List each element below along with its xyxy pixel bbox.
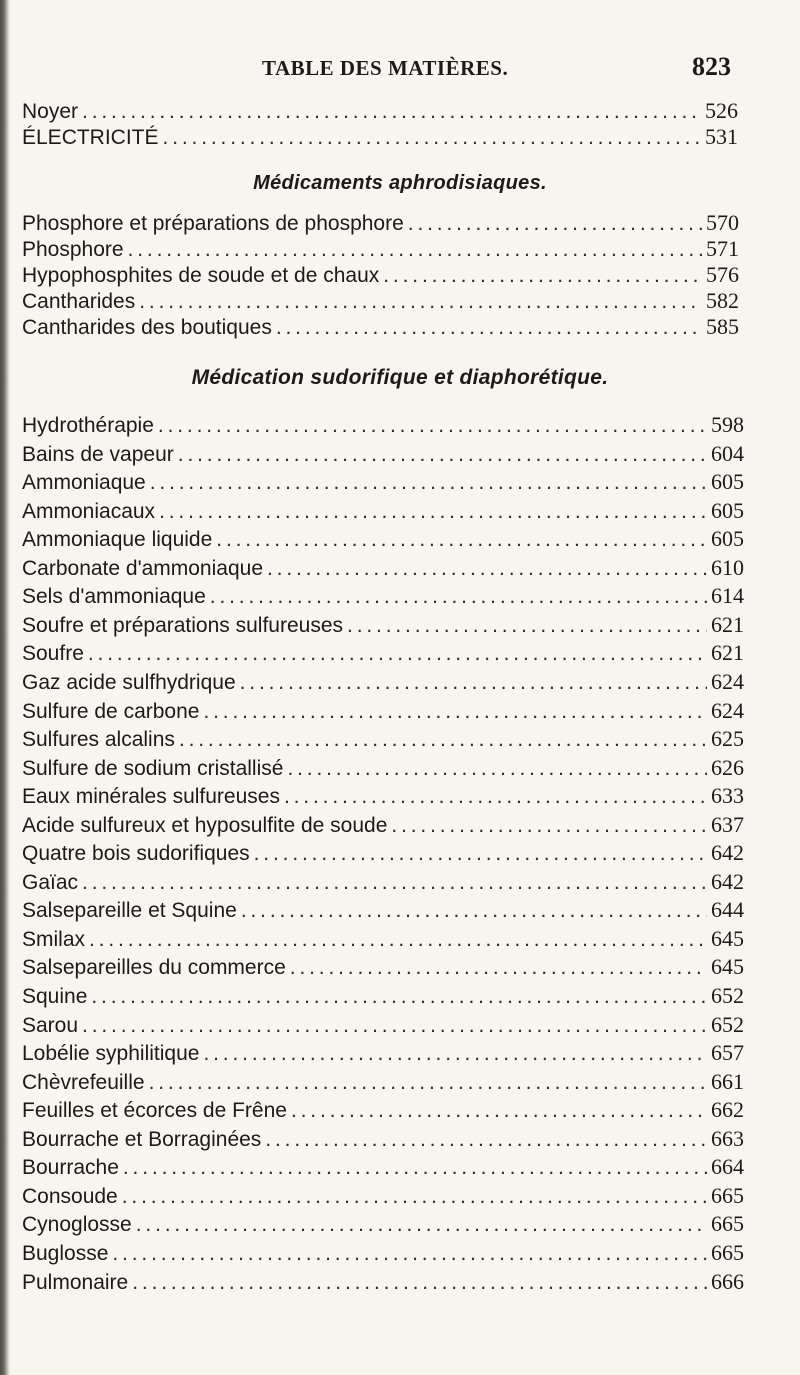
entry-page: 605: [711, 498, 744, 523]
leader-dots: [178, 443, 707, 467]
entry-label: Consoude: [22, 1185, 118, 1208]
entry-page: 605: [711, 526, 744, 551]
leader-dots: [291, 1099, 707, 1123]
toc-entry: [22, 612, 744, 638]
entry-page: 626: [711, 755, 744, 780]
entry-label: Bourrache: [22, 1156, 119, 1179]
toc-entry: [22, 812, 744, 838]
toc-entry: [22, 498, 744, 524]
entry-page: 652: [711, 1012, 744, 1037]
leader-dots: [347, 614, 707, 638]
toc-entry: [22, 983, 744, 1009]
leader-dots: [82, 100, 701, 124]
entry-page: 625: [711, 726, 744, 751]
entry-label: Salsepareilles du commerce: [22, 956, 286, 979]
entry-page: 614: [711, 583, 744, 608]
entry-page: 570: [706, 210, 739, 235]
toc-entry: [22, 236, 739, 262]
entry-label: Gaïac: [22, 871, 79, 894]
entry-page: 665: [711, 1240, 744, 1265]
entry-page: 585: [706, 314, 739, 339]
entry-page: 652: [711, 983, 744, 1008]
leader-dots: [149, 1071, 707, 1095]
entry-page: 531: [705, 124, 738, 149]
entry-page: 642: [711, 869, 744, 894]
entry-label: Quatre bois sudorifiques: [22, 842, 250, 865]
toc-entry: [22, 1012, 744, 1038]
entry-page: 664: [711, 1154, 744, 1179]
toc-entry: [22, 526, 744, 552]
entry-label: Soufre et préparations sulfureuses: [22, 614, 344, 637]
leader-dots: [82, 871, 707, 895]
entry-label: Ammoniaque: [22, 471, 146, 494]
entry-label: Noyer: [22, 100, 79, 123]
toc-entry: [22, 869, 744, 895]
entry-page: 621: [711, 640, 744, 665]
leader-dots: [112, 1242, 707, 1266]
entry-label: Chèvrefeuille: [22, 1071, 145, 1094]
leader-dots: [128, 238, 702, 262]
running-title: TABLE DES MATIÈRES.: [262, 56, 509, 80]
leader-dots: [241, 899, 707, 923]
leader-dots: [139, 290, 702, 314]
section-title: Médication sudorifique et diaphorétique.: [191, 366, 609, 389]
toc-entry: [22, 1154, 744, 1180]
leader-dots: [383, 264, 702, 288]
leader-dots: [132, 1271, 707, 1295]
toc-entry: [22, 897, 744, 923]
entry-page: 642: [711, 840, 744, 865]
toc-entry: [22, 555, 744, 581]
leader-dots: [150, 471, 707, 495]
toc-entry: [22, 640, 744, 666]
leader-dots: [179, 728, 707, 752]
entry-label: Buglosse: [22, 1242, 109, 1265]
entry-label: Soufre: [22, 642, 84, 665]
toc-entry: [22, 1240, 744, 1266]
entry-label: Sarou: [22, 1014, 79, 1037]
leader-dots: [391, 814, 707, 838]
entry-page: 637: [711, 812, 744, 837]
entry-label: Cantharides: [22, 290, 136, 313]
toc-entry: [22, 98, 738, 124]
leader-dots: [240, 671, 707, 695]
entry-page: 645: [711, 926, 744, 951]
leader-dots: [210, 585, 707, 609]
entry-page: 644: [711, 897, 744, 922]
entry-page: 661: [711, 1069, 744, 1094]
leader-dots: [267, 557, 707, 581]
entry-label: Salsepareille et Squine: [22, 899, 237, 922]
entry-label: Bains de vapeur: [22, 443, 174, 466]
entry-label: Acide sulfureux et hyposulfite de soude: [22, 814, 388, 837]
toc-entry: [22, 726, 744, 752]
entry-page: 621: [711, 612, 744, 637]
toc-entry: [22, 1183, 744, 1209]
entry-page: 666: [711, 1269, 744, 1294]
toc-entry: [22, 698, 744, 724]
leader-dots: [203, 1042, 707, 1066]
entry-page: 610: [711, 555, 744, 580]
entry-page: 605: [711, 469, 744, 494]
toc-entry: [22, 469, 744, 495]
toc-entry: [22, 1040, 744, 1066]
leader-dots: [88, 642, 707, 666]
toc-entry: [22, 1069, 744, 1095]
toc-entry: [22, 840, 744, 866]
leader-dots: [163, 126, 701, 150]
entry-label: Phosphore et préparations de phosphore: [22, 212, 404, 235]
leader-dots: [82, 1014, 707, 1038]
entry-page: 662: [711, 1097, 744, 1122]
page-header: [0, 52, 800, 86]
leader-dots: [254, 842, 707, 866]
entry-label: Cantharides des boutiques: [22, 316, 272, 339]
leader-dots: [158, 414, 707, 438]
entry-page: 576: [706, 262, 739, 287]
entry-page: 526: [705, 98, 738, 123]
entry-label: Ammoniaque liquide: [22, 528, 213, 551]
toc-entry: [22, 441, 744, 467]
entry-label: Cynoglosse: [22, 1213, 132, 1236]
toc-entry: [22, 926, 744, 952]
toc-entry: [22, 669, 744, 695]
entry-page: 571: [706, 236, 739, 261]
toc-entry: [22, 262, 739, 288]
leader-dots: [203, 700, 707, 724]
leader-dots: [216, 528, 707, 552]
entry-label: Bourrache et Borraginées: [22, 1128, 262, 1151]
toc-entry: [22, 1097, 744, 1123]
entry-page: 633: [711, 783, 744, 808]
entry-label: Phosphore: [22, 238, 124, 261]
leader-dots: [287, 757, 707, 781]
toc-entry: [22, 124, 738, 150]
entry-page: 598: [711, 412, 744, 437]
entry-page: 604: [711, 441, 744, 466]
leader-dots: [89, 928, 707, 952]
entry-page: 657: [711, 1040, 744, 1065]
entry-label: Ammoniacaux: [22, 500, 156, 523]
entry-label: Sels d'ammoniaque: [22, 585, 206, 608]
toc-entry: [22, 1211, 744, 1237]
entry-page: 645: [711, 954, 744, 979]
entry-page: 663: [711, 1126, 744, 1151]
toc-entry: [22, 314, 739, 340]
leader-dots: [91, 985, 707, 1009]
entry-page: 624: [711, 698, 744, 723]
leader-dots: [265, 1128, 707, 1152]
entry-label: Lobélie syphilitique: [22, 1042, 200, 1065]
leader-dots: [136, 1213, 707, 1237]
toc-entry: [22, 210, 739, 236]
entry-label: Carbonate d'ammoniaque: [22, 557, 263, 580]
entry-label: Hypophosphites de soude et de chaux: [22, 264, 380, 287]
page-number: 823: [692, 52, 731, 81]
leader-dots: [290, 956, 707, 980]
section-title: Médicaments aphrodisiaques.: [253, 172, 547, 194]
entry-page: 624: [711, 669, 744, 694]
entry-label: Sulfure de sodium cristallisé: [22, 757, 284, 780]
toc-entry: [22, 412, 744, 438]
toc-entry: [22, 755, 744, 781]
entry-label: Hydrothérapie: [22, 414, 154, 437]
toc-entry: [22, 583, 744, 609]
toc-entry: [22, 954, 744, 980]
leader-dots: [159, 500, 707, 524]
entry-label: ÉLECTRICITÉ: [22, 126, 159, 149]
leader-dots: [276, 316, 702, 340]
entry-label: Feuilles et écorces de Frêne: [22, 1099, 287, 1122]
leader-dots: [408, 212, 702, 236]
toc-entry: [22, 1126, 744, 1152]
entry-page: 582: [706, 288, 739, 313]
leader-dots: [284, 785, 707, 809]
entry-page: 665: [711, 1211, 744, 1236]
entry-label: Smilax: [22, 928, 86, 951]
toc-entry: [22, 288, 739, 314]
leader-dots: [122, 1185, 707, 1209]
toc-entry: [22, 1269, 744, 1295]
entry-label: Gaz acide sulfhydrique: [22, 671, 236, 694]
leader-dots: [123, 1156, 707, 1180]
entry-label: Eaux minérales sulfureuses: [22, 785, 280, 808]
entry-page: 665: [711, 1183, 744, 1208]
entry-label: Squine: [22, 985, 88, 1008]
entry-label: Sulfure de carbone: [22, 700, 200, 723]
toc-entry: [22, 783, 744, 809]
entry-label: Pulmonaire: [22, 1271, 129, 1294]
entry-label: Sulfures alcalins: [22, 728, 175, 751]
